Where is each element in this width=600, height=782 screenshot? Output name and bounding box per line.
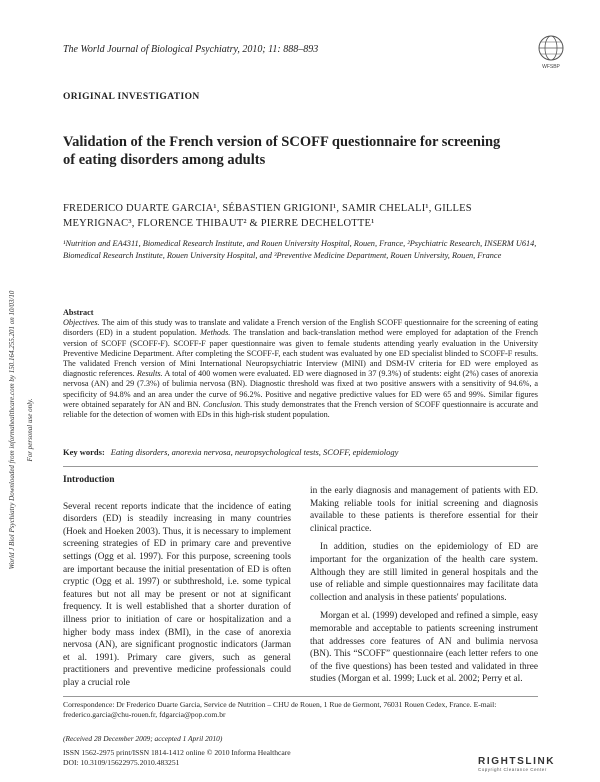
footnote-divider: [63, 696, 538, 697]
objective-label: Objectives.: [63, 318, 100, 328]
journal-header: The World Journal of Biological Psychiatry, 2010; 11: 888–893: [63, 44, 319, 55]
right-column: [310, 485, 538, 692]
objective-text: The aim of this study was to translate and validate a French version of the English SCOFF questionnaire for the screening of eating disorders (ED) in a student population.: [63, 318, 538, 338]
affiliations: ¹Nutrition and EA4311, Biomedical Research Institute, and Rouen University Hospital, Rouen, France, ²Psychiatric Research, INSERM U614, Biomedical Research Institute, Rouen University Hospital, and ³Preventive Medicine Department, Rouen University, Rouen, France: [63, 239, 537, 260]
intro-paragraph-1: Several recent reports indicate that the incidence of eating disorders (ED) is steadily increasing in many countries (Hoek and Hoeken 2003). Thus, it is necessary to implement screening strategies of ED in primary care and preventive settings (Ogg et al. 1997). For this purpose, screening tools are important because the initial presentation of ED is often cryptic (Ogg et al. 1997) or subthreshold, i.e. some typical features but not all may be present or not at significant frequency. It is well established that a shorter duration of illness prior to initiation of care or hospitalization and a higher body mass index (BMI), in the case of anorexia nervosa (AN), are significant prognostic indicators (Jarman et al. 1991). Primary care givers, such as general practitioners and preventive medicine professionals could play a crucial role: [63, 501, 291, 688]
download-notice-line1: World J Biol Psychiatry Downloaded from informahealthcare.com by 150.164.255.201 on 10/03/10: [8, 290, 16, 570]
keywords: [63, 447, 538, 457]
download-notice-sidebar: [8, 210, 33, 650]
methods-label: Methods.: [200, 328, 231, 338]
received-dates: (Received 28 December 2009; accepted 1 April 2010): [63, 734, 223, 743]
intro-paragraph-3: In addition, studies on the epidemiology of ED are important for the organization of the health care system. Although they are still limited in general hospitals and the use of reliable and simple questionnaires may facilitate data collection and analysis in these patients' populations.: [310, 542, 538, 603]
rightslink-sub: Copyright Clearance Center: [478, 767, 547, 772]
results-label: Results.: [136, 369, 163, 379]
methods-text: The translation and back-translation method were employed for adaptation of the French version of SCOFF (SCOFF-F). SCOFF-F paper questionnaire was given to female students attending yearly evaluation in the University Preventive Medicine Department. After completing the SCOFF-F, each student was evaluated by one ED specialist blinded to SCOFF-F results. The validated French version of Mini International Neuropsychiatric Interview (MINI) and DSM-IV criteria for ED were employed as diagnostic references.: [63, 328, 538, 379]
left-column: [63, 474, 291, 696]
correspondence: Correspondence: Dr Frederico Duarte Garcia, Service de Nutrition – CHU de Rouen, 1 Rue de Germont, 76031 Rouen Cedex, France. E-mail: frederico.garcia@chu-rouen.fr, fdgarcia@pop.com.br: [63, 700, 497, 719]
author-list: FREDERICO DUARTE GARCIA¹, SÉBASTIEN GRIGIONI¹, SAMIR CHELALI¹, GILLES MEYRIGNAC³, FLORENCE THIBAUT² & PIERRE DECHELOTTE¹: [63, 203, 472, 229]
doi: DOI: 10.3109/15622975.2010.483251: [63, 758, 180, 767]
keywords-text: Eating disorders, anorexia nervosa, neuropsychological tests, SCOFF, epidemiology: [110, 447, 399, 457]
section-label: ORIGINAL INVESTIGATION: [63, 92, 200, 102]
issn-doi: [63, 748, 291, 768]
issn: ISSN 1562-2975 print/ISSN 1814-1412 online © 2010 Informa Healthcare: [63, 748, 291, 757]
rightslink-name: RIGHTSLINK: [478, 756, 556, 767]
divider: [63, 466, 538, 467]
rightslink-logo[interactable]: [478, 756, 555, 772]
conclusion-text: This study demonstrates that the French version of SCOFF questionnaire is accurate and reliable for the detection of women with EDs in this high-risk student population.: [63, 399, 538, 420]
wfsbp-globe-logo: [536, 34, 566, 70]
conclusion-label: Conclusion.: [202, 399, 243, 409]
abstract-heading: Abstract: [63, 308, 94, 317]
abstract: [63, 308, 538, 420]
svg-text:WFSBP: WFSBP: [542, 64, 560, 70]
intro-paragraph-2: in the early diagnosis and management of patients with ED. Making reliable tools for initial screening and diagnosis available to these patients is therefore essential for their clinical practice.: [310, 486, 538, 534]
article-title: Validation of the French version of SCOFF questionnaire for screening of eating disorders among adults: [63, 134, 501, 168]
results-text: A total of 400 women were evaluated. ED were diagnosed in 37 (9.3%) of students: eight (2%) cases of anorexia nervosa (AN) and 29 (7.3%) of bulimia nervosa (BN). Diagnostic threshold was fixed at two positive answers with a sensitivity of 94.6%, a specificity of 94.8% and an area under the curve of 96.2%. Positive and negative predictive values for ED were 65 and 99%. Similar figures were obtained separately for AN and BN.: [63, 369, 538, 409]
keywords-label: Key words:: [63, 447, 105, 457]
intro-paragraph-4: Morgan et al. (1999) developed and refined a simple, easy memorable and acceptable to patients screening instrument that addresses core features of AN and bulimia nervosa (BN). This “SCOFF” questionnaire (each letter refers to one of the five questions) has been tested and validated in three studies (Morgan et al. 1999; Luck et al. 2002; Perry et al.: [310, 611, 538, 685]
download-notice-line2: For personal use only.: [26, 398, 34, 462]
introduction-heading: Introduction: [63, 475, 115, 485]
